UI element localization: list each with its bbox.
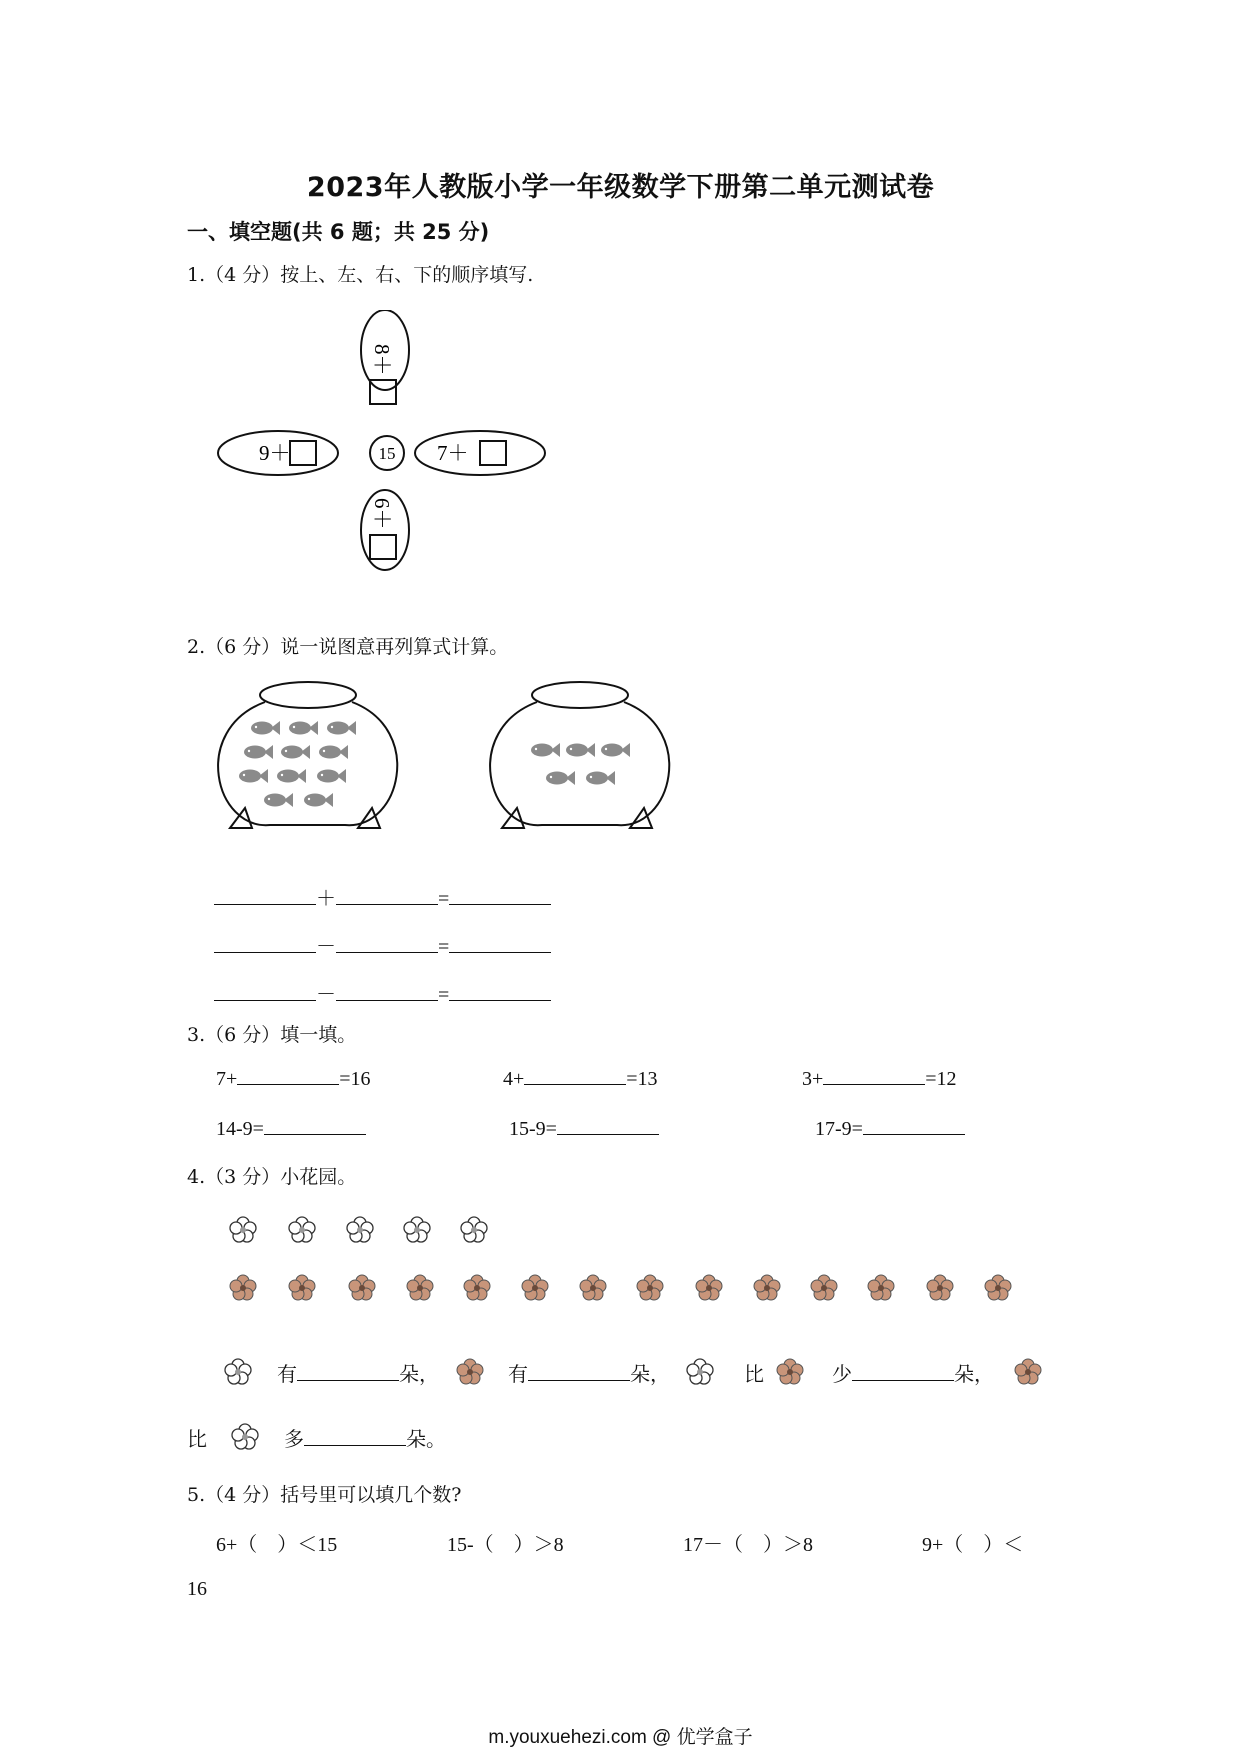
fill-2: 4+ =13 bbox=[503, 1068, 658, 1090]
q5-d-cont: 16 bbox=[187, 1578, 207, 1600]
section-heading: 一、填空题(共 6 题；共 25 分) bbox=[187, 220, 490, 244]
page-title: 2023年人教版小学一年级数学下册第二单元测试卷 bbox=[306, 172, 935, 203]
fill-4: 14-9= bbox=[216, 1116, 366, 1141]
white-flower-icon bbox=[225, 1417, 265, 1457]
brown-flower-icon bbox=[457, 1359, 483, 1384]
eq-row-1 bbox=[214, 882, 551, 911]
q4-bi-1: 比 bbox=[744, 1364, 764, 1386]
cross-diagram bbox=[215, 310, 555, 600]
bottom-box[interactable] bbox=[370, 535, 396, 559]
question-3-text: 3.（6 分）填一填。 bbox=[187, 1024, 357, 1046]
right-box[interactable] bbox=[480, 441, 506, 465]
fill-1: 7+ =16 bbox=[216, 1068, 371, 1090]
q4-line-2: 多 朵。 bbox=[284, 1429, 446, 1451]
top-expr: 8＋ bbox=[370, 344, 394, 376]
q5-d: 9+（ ）＜ bbox=[922, 1534, 1024, 1556]
q4-line-1a: 有 朵， bbox=[277, 1364, 439, 1386]
bottom-expr: 6＋ bbox=[370, 498, 394, 530]
white-flower-icon bbox=[687, 1359, 713, 1384]
q5-b: 15-（ ）＞8 bbox=[447, 1534, 564, 1556]
question-2-text: 2.（6 分）说一说图意再列算式计算。 bbox=[187, 636, 509, 658]
center-number: 15 bbox=[378, 444, 396, 463]
equals: = bbox=[438, 936, 450, 958]
q5-c: 17－（ ）＞8 bbox=[683, 1534, 813, 1556]
q5-a: 6+（ ）＜15 bbox=[216, 1534, 338, 1556]
eq-row-2 bbox=[214, 930, 551, 959]
question-4-text: 4.（3 分）小花园。 bbox=[187, 1166, 357, 1188]
q4-bi-2: 比 bbox=[187, 1429, 207, 1451]
question-1-text: 1.（4 分）按上、左、右、下的顺序填写. bbox=[187, 264, 534, 286]
flower-rows bbox=[220, 1210, 1030, 1305]
equals: = bbox=[438, 984, 450, 1006]
q4-line-1b: 有 朵， bbox=[508, 1364, 670, 1386]
fill-6: 17-9= bbox=[815, 1116, 965, 1141]
blank[interactable] bbox=[336, 934, 438, 953]
fish-bowl-left bbox=[218, 682, 397, 828]
white-flowers bbox=[230, 1217, 487, 1242]
operator: ＋ bbox=[316, 888, 336, 910]
fish-bowls bbox=[210, 680, 710, 845]
brown-flowers bbox=[230, 1275, 1011, 1300]
blank[interactable] bbox=[449, 886, 551, 905]
fill-5: 15-9= bbox=[509, 1116, 659, 1141]
fill-3: 3+ =12 bbox=[802, 1068, 957, 1090]
left-box[interactable] bbox=[290, 441, 316, 465]
right-expr: 7＋ bbox=[437, 441, 469, 465]
blank[interactable] bbox=[449, 982, 551, 1001]
blank[interactable] bbox=[214, 934, 316, 953]
question-5-text: 5.（4 分）括号里可以填几个数? bbox=[187, 1484, 462, 1506]
blank[interactable] bbox=[214, 982, 316, 1001]
fish-bowl-right bbox=[490, 682, 669, 828]
top-box[interactable] bbox=[370, 380, 396, 404]
white-flower-icon bbox=[225, 1359, 251, 1384]
blank[interactable] bbox=[449, 934, 551, 953]
brown-flower-icon bbox=[1015, 1359, 1041, 1384]
left-expr: 9＋ bbox=[259, 441, 291, 465]
footer-watermark: m.youxuehezi.com @ 优学盒子 bbox=[488, 1727, 753, 1748]
eq-row-3 bbox=[214, 978, 551, 1007]
operator: － bbox=[316, 936, 336, 958]
operator: － bbox=[316, 984, 336, 1006]
brown-flower-icon bbox=[777, 1359, 803, 1384]
blank[interactable] bbox=[214, 886, 316, 905]
equals: = bbox=[438, 888, 450, 910]
blank[interactable] bbox=[336, 982, 438, 1001]
q4-line-1c: 少 朵， bbox=[832, 1364, 994, 1386]
blank[interactable] bbox=[336, 886, 438, 905]
